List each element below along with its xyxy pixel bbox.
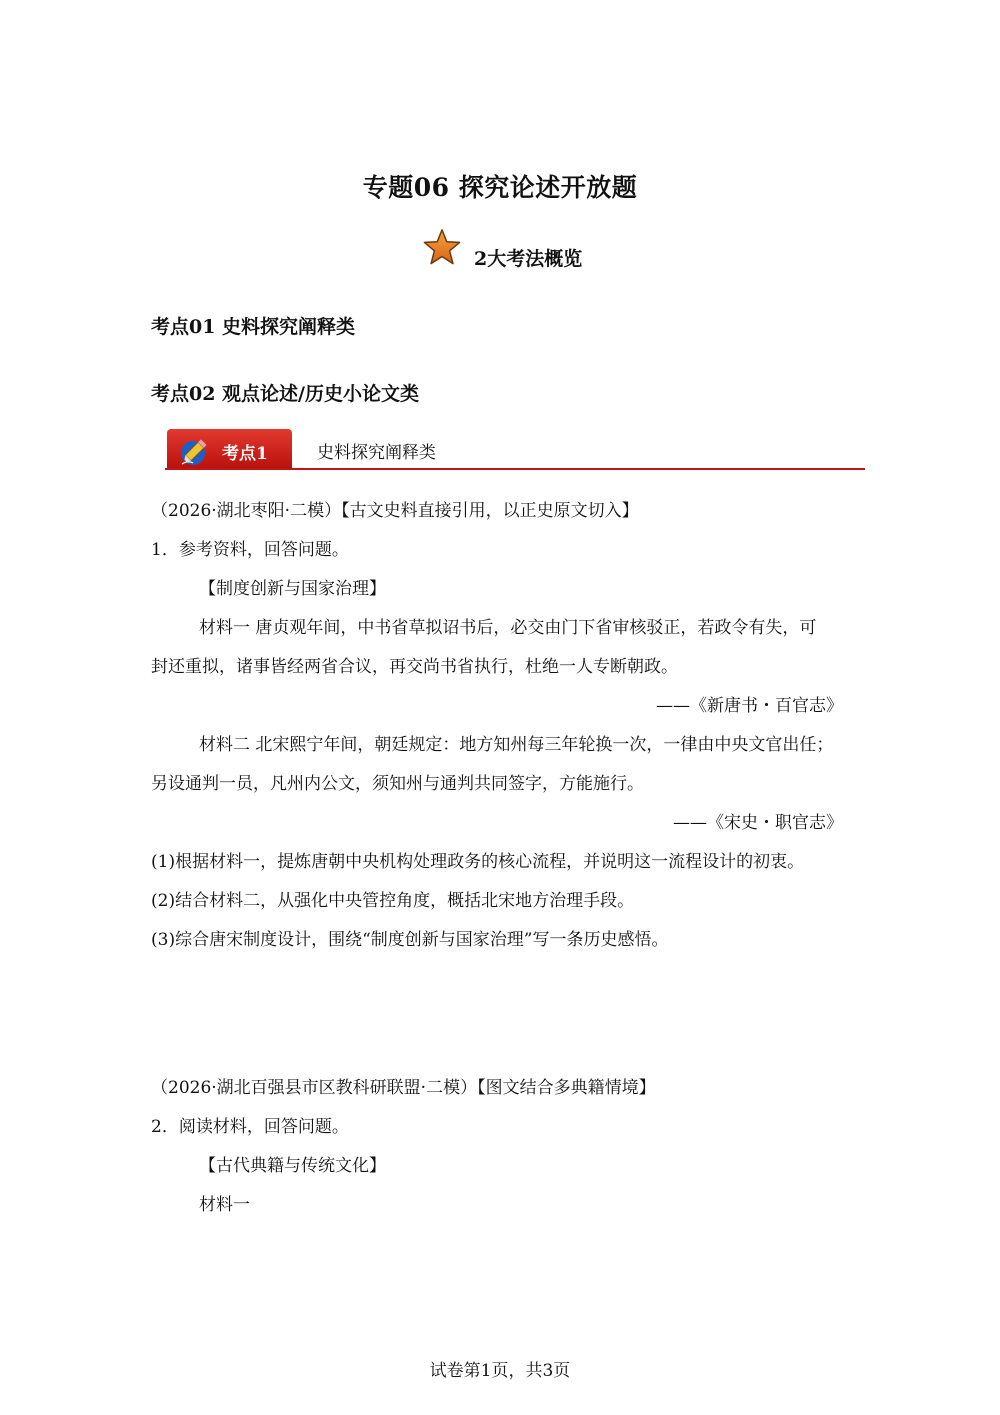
- star-icon: [423, 228, 461, 266]
- q1-subquestion-3: (3)综合唐宋制度设计，围绕“制度创新与国家治理”写一条历史感悟。: [151, 930, 669, 950]
- page-footer: 试卷第1页，共3页: [429, 1361, 571, 1381]
- pencil-icon: [179, 433, 213, 467]
- overview-label: 2大考法概览: [474, 248, 583, 270]
- banner-rule: [165, 468, 865, 470]
- q1-source: （2026·湖北枣阳·二模）【古文史料直接引用，以正史原文切入】: [151, 501, 639, 521]
- kaodian-01-heading: 考点01 史料探究阐释类: [151, 316, 356, 338]
- q2-theme: 【古代典籍与传统文化】: [199, 1156, 386, 1176]
- overview-header: [0, 228, 1000, 274]
- q1-material1-line1: 材料一 唐贞观年间，中书省草拟诏书后，必交由门下省审核驳正，若政令有失，可: [199, 618, 817, 638]
- q1-stem: 1．参考资料，回答问题。: [151, 540, 349, 560]
- q1-theme: 【制度创新与国家治理】: [199, 579, 386, 599]
- q1-subquestion-2: (2)结合材料二，从强化中央管控角度，概括北宋地方治理手段。: [151, 891, 635, 911]
- banner-tab-label: 考点1: [222, 444, 268, 464]
- kaodian-02-heading: 考点02 观点论述/历史小论文类: [151, 383, 419, 405]
- banner-tab: [167, 429, 292, 469]
- kaodian-banner: [165, 428, 865, 472]
- q1-material1-line2: 封还重拟，诸事皆经两省合议，再交尚书省执行，杜绝一人专断朝政。: [151, 657, 678, 677]
- q1-material2-citation: ——《宋史・职官志》: [673, 813, 843, 833]
- q2-stem: 2．阅读材料，回答问题。: [151, 1117, 349, 1137]
- q1-material1-citation: ——《新唐书・百官志》: [656, 696, 843, 716]
- q1-subquestion-1: (1)根据材料一，提炼唐朝中央机构处理政务的核心流程，并说明这一流程设计的初衷。: [151, 852, 805, 872]
- q2-material1-label: 材料一: [199, 1195, 250, 1215]
- q1-material2-line2: 另设通判一员，凡州内公文，须知州与通判共同签字，方能施行。: [151, 774, 644, 794]
- q2-source: （2026·湖北百强县市区教科研联盟·二模）【图文结合多典籍情境】: [151, 1078, 656, 1098]
- q1-material2-line1: 材料二 北宋熙宁年间，朝廷规定：地方知州每三年轮换一次，一律由中央文官出任；: [199, 735, 834, 755]
- page-title: 专题06 探究论述开放题: [362, 173, 638, 202]
- banner-heading: 史料探究阐释类: [317, 443, 436, 463]
